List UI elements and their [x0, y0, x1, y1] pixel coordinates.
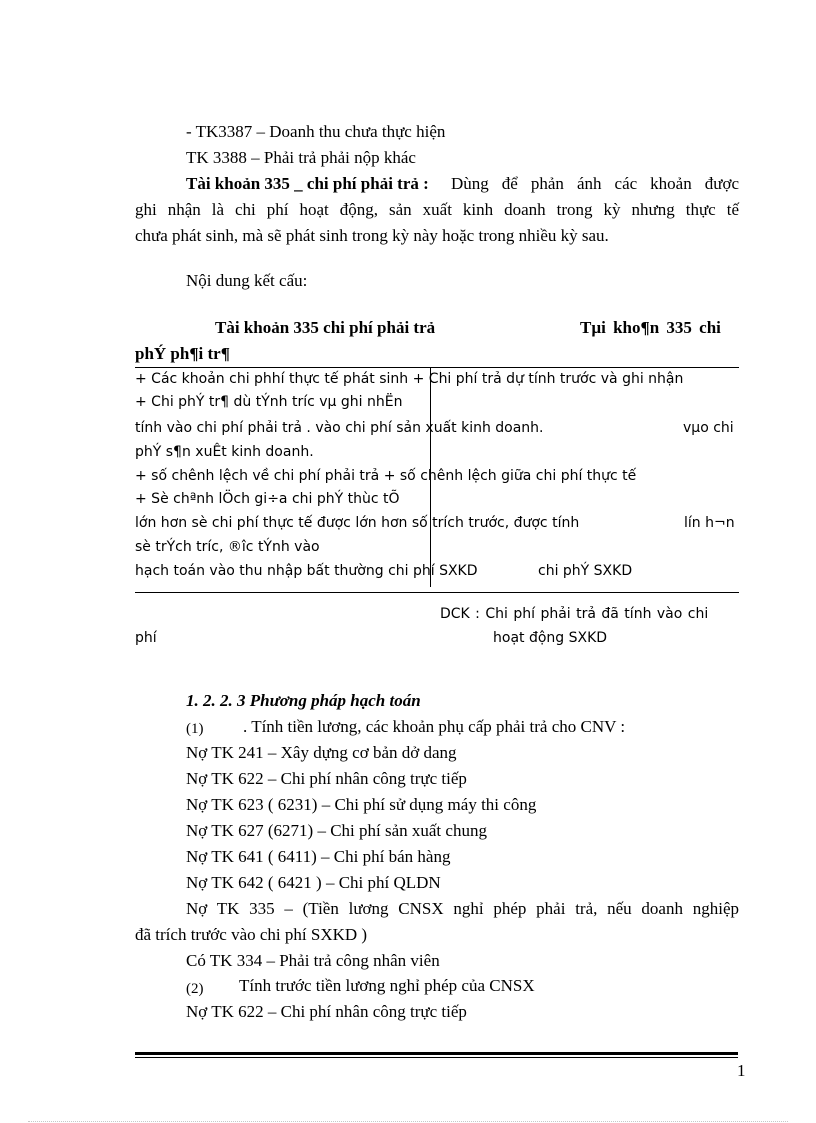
- footer-rule-thin: [135, 1057, 738, 1058]
- tk335-definition-line1: Dùng để phản ánh các khoản được: [451, 174, 739, 193]
- table-row: + số chênh lệch về chi phí phải trả + số chênh lệch giữa chi phí thực tế: [135, 468, 637, 484]
- item1-number: (1): [186, 721, 204, 737]
- table-row: vµo chi: [683, 420, 734, 436]
- entry-line: Nợ TK 627 (6271) – Chi phí sản xuất chung: [186, 821, 487, 840]
- table-row: lín h¬n: [684, 515, 735, 531]
- entry-line: Nợ TK 622 – Chi phí nhân công trực tiếp: [186, 769, 467, 788]
- item2-number: (2): [186, 981, 204, 997]
- table-bottom-rule: [135, 592, 739, 593]
- tk335-entry-line1: Nợ TK 335 – (Tiền lương CNSX nghỉ phép phải trả, nếu doanh nghiệp: [186, 899, 739, 918]
- table-header-right: Tµi kho¶n 335 chi: [580, 318, 721, 337]
- dck-label: phí: [135, 630, 157, 646]
- item1-text: . Tính tiền lương, các khoản phụ cấp phải trả cho CNV :: [243, 717, 626, 736]
- entry-line: Nợ TK 641 ( 6411) – Chi phí bán hàng: [186, 847, 451, 866]
- entry-line: Nợ TK 623 ( 6231) – Chi phí sử dụng máy thi công: [186, 795, 537, 814]
- structure-title: Nội dung kết cấu:: [186, 271, 308, 290]
- table-row: sè trÝch tríc, ®îc tÝnh vào: [135, 539, 320, 555]
- entry-line: Nợ TK 241 – Xây dựng cơ bản dở dang: [186, 743, 457, 762]
- table-header-left: Tài khoản 335 chi phí phải trả: [215, 318, 436, 337]
- table-row: hạch toán vào thu nhập bất thường chi phí SXKD: [135, 563, 478, 579]
- entry-line: Nợ TK 622 – Chi phí nhân công trực tiếp: [186, 1002, 467, 1021]
- section-heading: 1. 2. 2. 3 Phương pháp hạch toán: [186, 691, 421, 710]
- entry-line: Nợ TK 642 ( 6421 ) – Chi phí QLDN: [186, 873, 441, 892]
- tk335-definition-line3: chưa phát sinh, mà sẽ phát sinh trong kỳ này hoặc trong nhiều kỳ sau.: [135, 226, 609, 245]
- page-edge-divider: [28, 1121, 788, 1122]
- table-header-line2: phÝ ph¶i tr¶: [135, 344, 230, 363]
- table-row: + Chi phÝ tr¶ dù tÝnh tríc vµ ghi nhËn: [135, 394, 403, 410]
- table-top-rule: [135, 367, 739, 368]
- item2-text: Tính trước tiền lương nghỉ phép của CNSX: [239, 976, 535, 995]
- footer-rule-thick: [135, 1052, 738, 1055]
- table-row: lớn hơn sè chi phí thực tế được lớn hơn số trích trước, được tính: [135, 515, 580, 531]
- tk335-entry-line2: đã trích trước vào chi phí SXKD ): [135, 925, 368, 944]
- co334-line: Có TK 334 – Phải trả công nhân viên: [186, 951, 440, 970]
- table-row: + Các khoản chi phhí thực tế phát sinh + Chi phí trả dự tính trước và ghi nhận: [135, 371, 684, 387]
- page-number: 1: [737, 1061, 746, 1080]
- line-tk3387: - TK3387 – Doanh thu chưa thực hiện: [186, 122, 446, 141]
- tk335-definition-line2: ghi nhận là chi phí hoạt động, sản xuất kinh doanh trong kỳ nhưng thực tế: [135, 200, 739, 219]
- table-row: phÝ s¶n xuÊt kinh doanh.: [135, 444, 314, 460]
- line-tk3388: TK 3388 – Phải trả phải nộp khác: [186, 148, 416, 167]
- tk335-heading: Tài khoản 335 _ chi phí phải trả :: [186, 174, 429, 193]
- dck-line1: DCK : Chi phí phải trả đã tính vào chi: [440, 606, 709, 622]
- table-row: + Sè chªnh lÖch gi÷a chi phÝ thùc tÕ: [135, 491, 400, 507]
- table-row: tính vào chi phí phải trả . vào chi phí sản xuất kinh doanh.: [135, 420, 544, 436]
- dck-line2: hoạt động SXKD: [493, 630, 608, 646]
- table-row: chi phÝ SXKD: [538, 563, 633, 579]
